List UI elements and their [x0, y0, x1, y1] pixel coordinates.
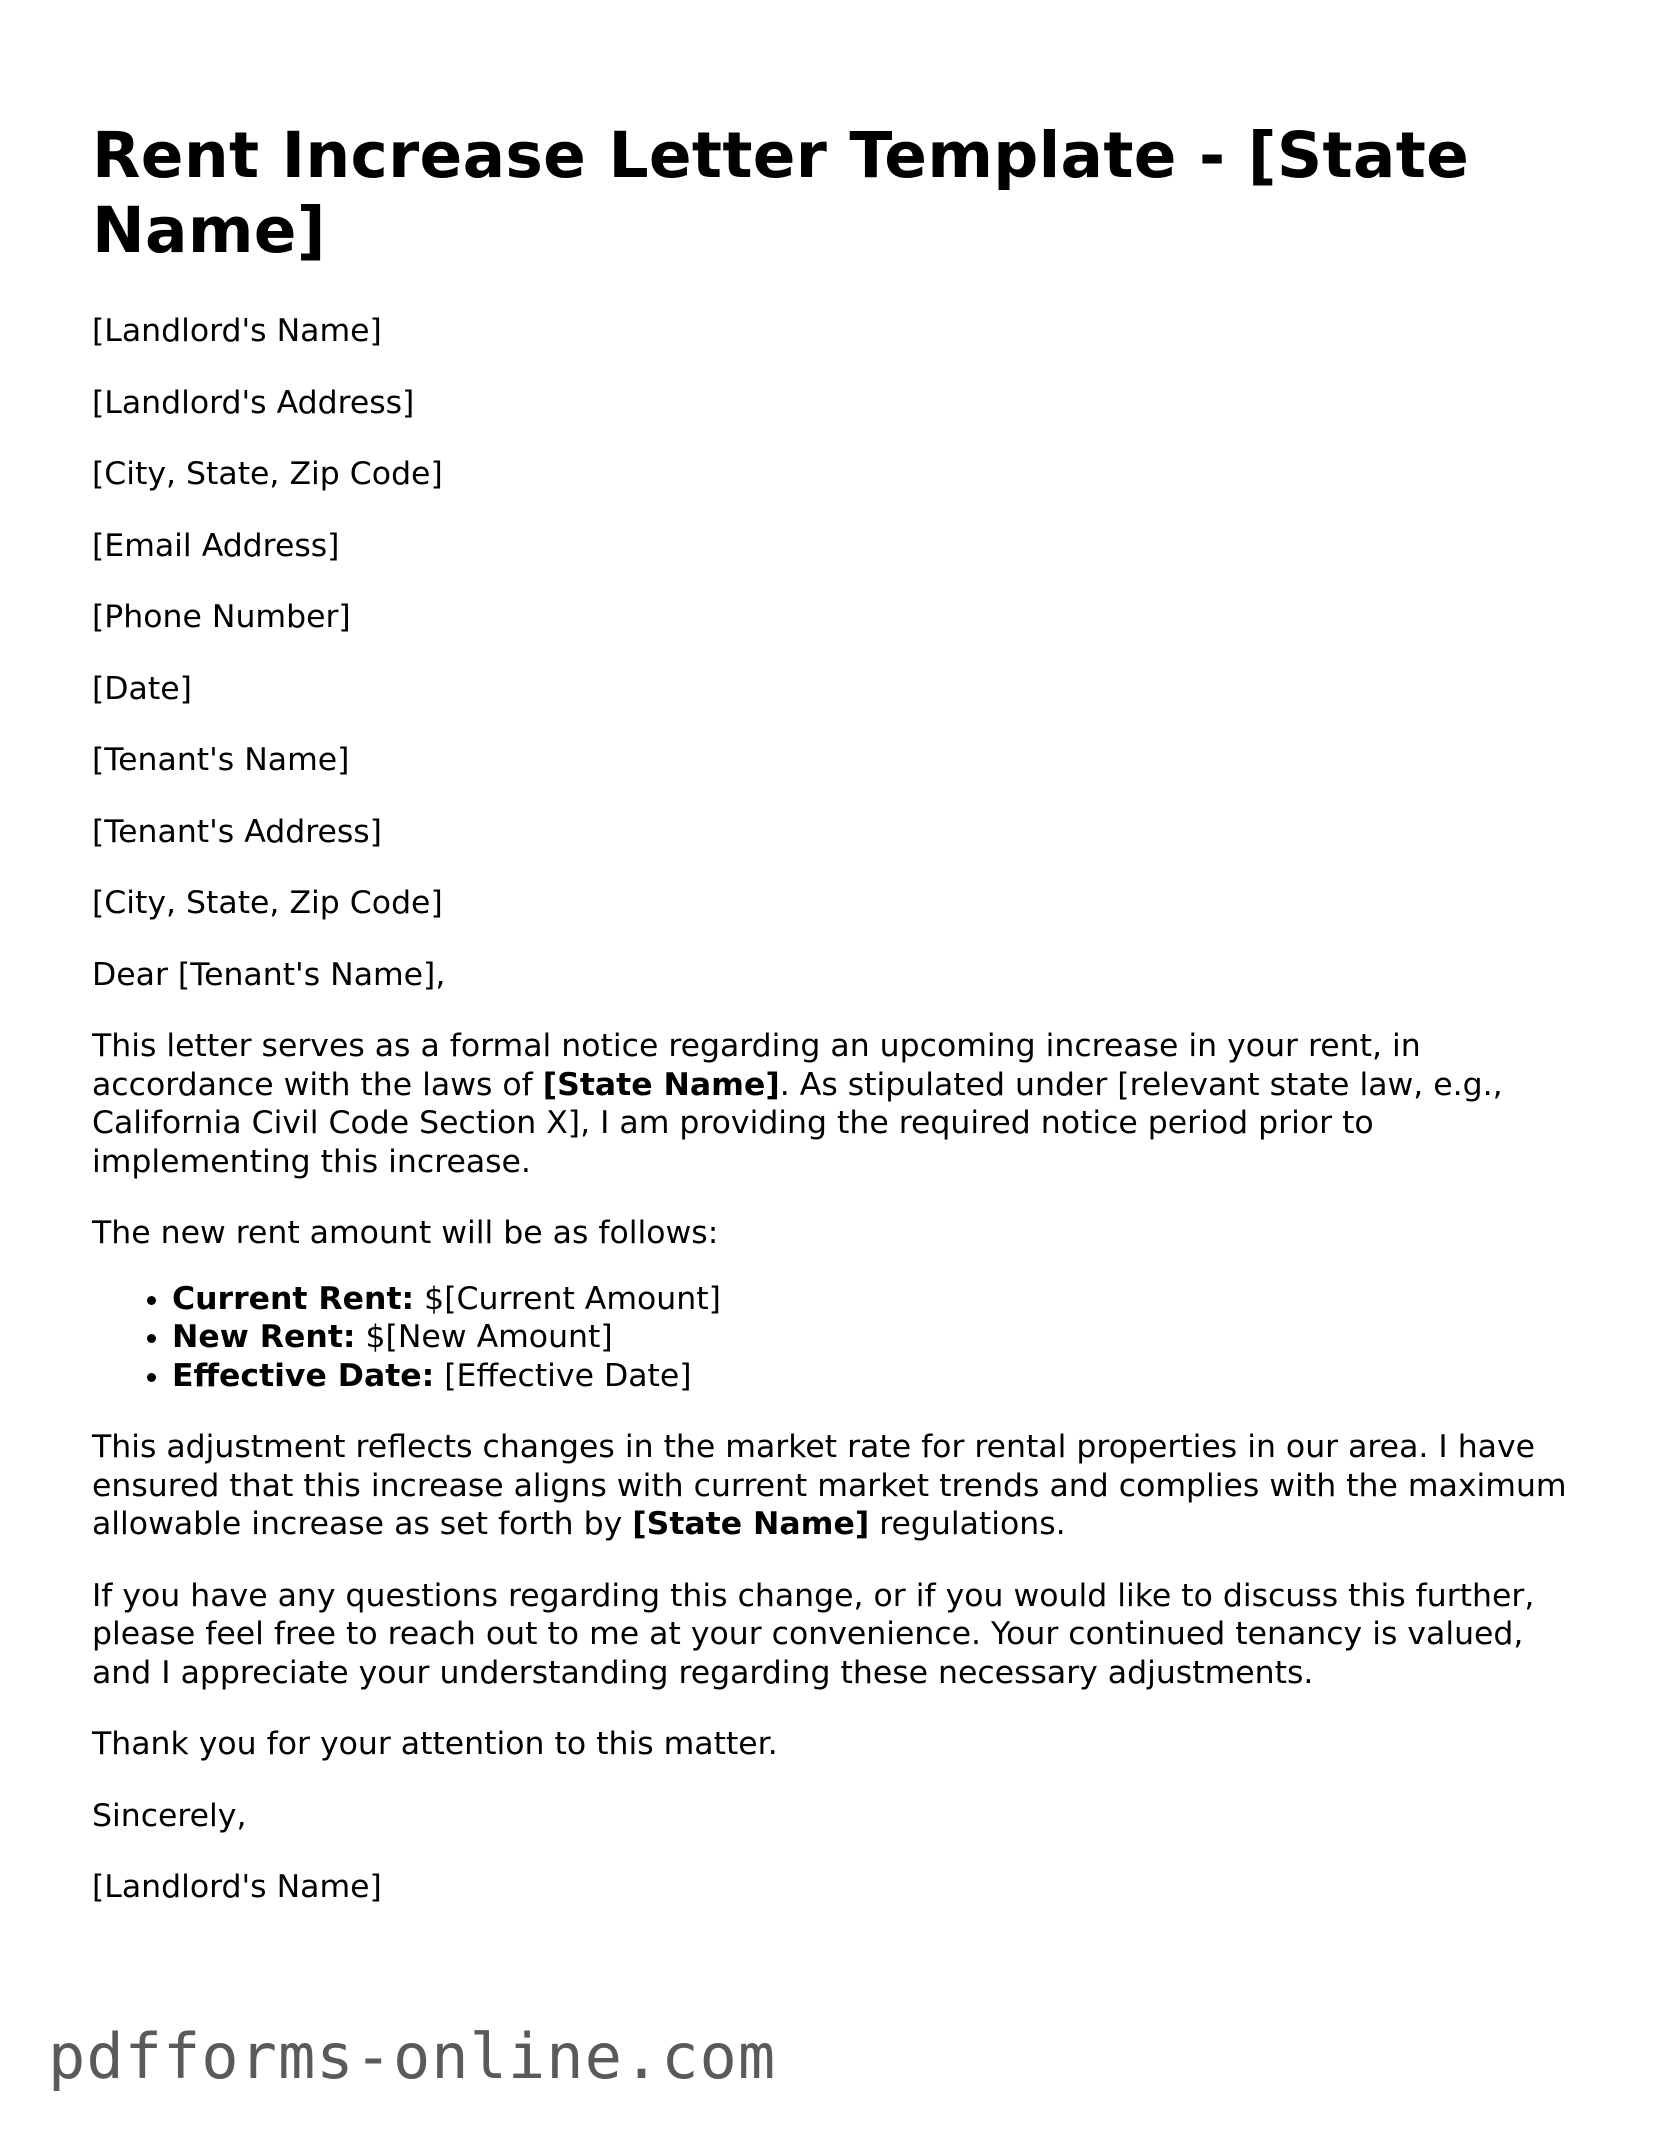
notice-state-name: [State Name]: [542, 1066, 780, 1103]
landlord-address-line: [Landlord's Address]: [92, 384, 415, 421]
adjustment-state-name: [State Name]: [632, 1506, 870, 1542]
signature-line: [Landlord's Name]: [92, 1869, 382, 1905]
tenant-address-line: [Tenant's Address]: [92, 813, 382, 850]
current-rent-label: Current Rent:: [172, 1280, 415, 1317]
date-line: [Date]: [92, 670, 192, 707]
rent-details-list: [92, 1280, 1592, 1396]
landlord-name-line: [Landlord's Name]: [92, 313, 382, 349]
effective-date-value: [Effective Date]: [434, 1357, 692, 1394]
notice-text-2: . As stipulated under [relevant state law, e.g., California Civil Code Section X], I am providing the required notice period prior to implementing this increase.: [92, 1066, 1503, 1180]
document-title: Rent Increase Letter Template - [State Name]: [92, 119, 1470, 267]
adjustment-paragraph: [92, 1428, 1592, 1544]
landlord-phone-line: [Phone Number]: [92, 599, 351, 635]
tenant-name-line: [Tenant's Name]: [92, 742, 350, 778]
notice-text-1: This letter serves as a formal notice regarding an upcoming increase in your rent, in accordance with the laws of: [92, 1028, 1421, 1103]
landlord-city-line: [City, State, Zip Code]: [92, 456, 443, 492]
effective-date-label: Effective Date:: [172, 1357, 435, 1394]
letter-document: [92, 118, 1592, 1940]
notice-paragraph: [92, 1027, 1592, 1181]
salutation: Dear [Tenant's Name],: [92, 956, 446, 993]
current-rent-value: $[Current Amount]: [414, 1280, 721, 1317]
thanks-line: Thank you for your attention to this matter.: [92, 1726, 778, 1762]
new-rent-value: $[New Amount]: [355, 1319, 613, 1355]
adjustment-text-2: regulations.: [869, 1506, 1066, 1542]
list-item-effective-date: [172, 1357, 1592, 1396]
adjustment-text-1: This adjustment reflects changes in the market rate for rental properties in our area. I have ensured that this increase aligns with current market trends and complies with the maximum allowable increase as set forth by: [92, 1429, 1567, 1542]
site-watermark: pdfforms-online.com: [48, 2020, 777, 2093]
landlord-email-line: [Email Address]: [92, 527, 340, 564]
new-rent-label: New Rent:: [172, 1319, 356, 1355]
questions-paragraph: If you have any questions regarding this change, or if you would like to discuss this further, please feel free to reach out to me at your convenience. Your continued tenancy is valued, and I appreciate your understanding regarding these necessary adjustments.: [92, 1577, 1535, 1691]
rent-intro: The new rent amount will be as follows:: [92, 1215, 719, 1251]
list-item-new-rent: [172, 1318, 1592, 1357]
closing-line: Sincerely,: [92, 1797, 247, 1834]
tenant-city-line: [City, State, Zip Code]: [92, 885, 443, 921]
list-item-current-rent: [172, 1280, 1592, 1319]
